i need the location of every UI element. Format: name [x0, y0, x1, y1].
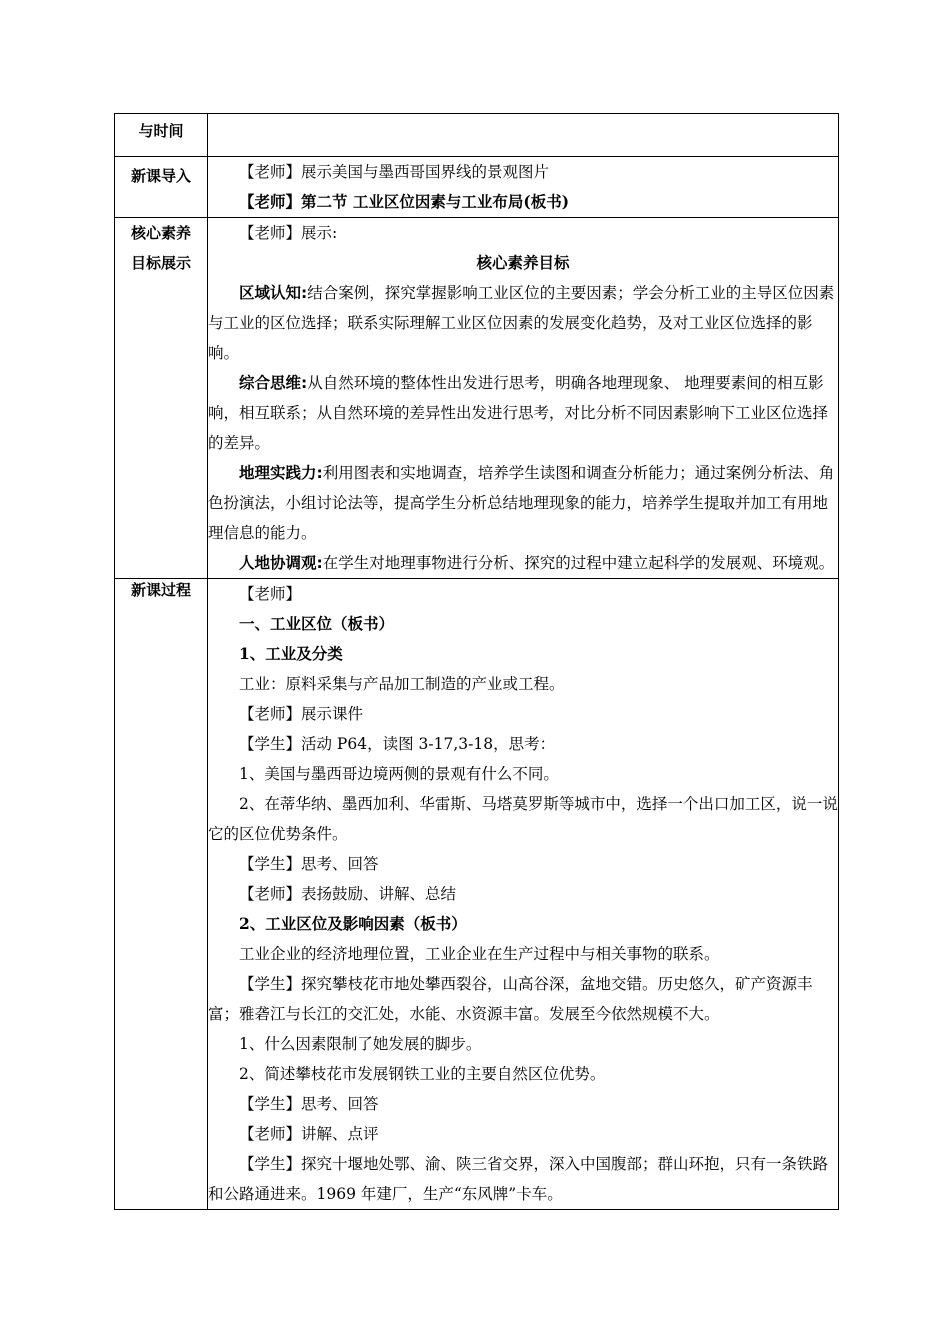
core-show: 【老师】展示: — [239, 224, 338, 242]
core-item — [208, 278, 838, 368]
intro-line-1: 【老师】展示美国与墨西哥国界线的景观图片 — [239, 163, 550, 181]
process-line: 1、美国与墨西哥边境两侧的景观有什么不同。 — [239, 765, 559, 783]
intro-content — [208, 157, 839, 218]
process-line: 【老师】 — [239, 585, 302, 603]
process-heading: 2、工业区位及影响因素（板书） — [239, 914, 467, 933]
core-item-key: 地理实践力: — [239, 464, 323, 482]
core-content — [208, 218, 839, 579]
intro-label: 新课导入 — [115, 157, 208, 218]
core-item-key: 综合思维: — [239, 374, 308, 392]
core-label-line-1: 核心素养 — [130, 224, 191, 242]
row-intro — [115, 157, 839, 218]
core-title: 核心素养目标 — [476, 254, 570, 272]
time-label: 与时间 — [115, 114, 208, 157]
time-content — [208, 114, 839, 157]
intro-line-2: 【老师】第二节 工业区位因素与工业布局(板书) — [239, 192, 570, 211]
row-time — [115, 114, 839, 157]
process-line: 【老师】讲解、点评 — [239, 1125, 379, 1143]
process-line: 2、简述攀枝花市发展钢铁工业的主要自然区位优势。 — [239, 1065, 606, 1083]
process-heading: 一、工业区位（板书） — [239, 614, 395, 633]
process-line: 2、在蒂华纳、墨西加利、华雷斯、马塔莫罗斯等城市中，选择一个出口加工区，说一说它的区位优势条件。 — [208, 795, 838, 843]
core-item-key: 人地协调观: — [239, 554, 323, 572]
core-item-key: 区域认知: — [239, 284, 308, 302]
process-line: 【学生】思考、回答 — [239, 855, 379, 873]
process-line: 1、什么因素限制了她发展的脚步。 — [239, 1035, 482, 1053]
process-line: 【老师】展示课件 — [239, 705, 364, 723]
core-label-line-2: 目标展示 — [130, 254, 191, 272]
core-label — [115, 218, 208, 579]
core-item — [208, 458, 838, 548]
process-line: 【学生】活动 P64，读图 3-17,3-18，思考： — [239, 735, 556, 753]
process-heading: 1、工业及分类 — [239, 644, 343, 663]
row-core — [115, 218, 839, 579]
process-content — [208, 579, 839, 1210]
core-item-text: 从自然环境的整体性出发进行思考，明确各地理现象、 地理要素间的相互影响，相互联系；从自然环境的差异性出发进行思考，对比分析不同因素影响下工业区位选择的差异。 — [208, 374, 829, 452]
core-item-text: 结合案例，探究掌握影响工业区位的主要因素；学会分析工业的主导区位因素与工业的区位选择；联系实际理解工业区位因素的发展变化趋势，及对工业区位选择的影响。 — [208, 284, 835, 362]
core-item-text: 在学生对地理事物进行分析、探究的过程中建立起科学的发展观、环境观。 — [322, 554, 835, 572]
process-line: 【学生】探究十堰地处鄂、渝、陕三省交界，深入中国腹部；群山环抱，只有一条铁路和公路通进来。1969 年建厂，生产“东风牌”卡车。 — [208, 1155, 829, 1203]
core-item — [208, 368, 838, 458]
row-process — [115, 579, 839, 1210]
process-line: 工业企业的经济地理位置，工业企业在生产过程中与相关事物的联系。 — [239, 945, 720, 963]
process-label: 新课过程 — [115, 579, 208, 1210]
lesson-plan-table — [114, 113, 839, 1210]
process-definition: 工业：原料采集与产品加工制造的产业或工程。 — [239, 675, 565, 693]
process-line: 【学生】探究攀枝花市地处攀西裂谷，山高谷深，盆地交错。历史悠久，矿产资源丰富；雅砻江与长江的交汇处，水能、水资源丰富。发展至今依然规模不大。 — [208, 975, 813, 1023]
core-item — [208, 548, 838, 578]
core-item-text: 利用图表和实地调查，培养学生读图和调查分析能力；通过案例分析法、角色扮演法，小组讨论法等，提高学生分析总结地理现象的能力，培养学生提取并加工有用地理信息的能力。 — [208, 464, 835, 542]
process-line: 【学生】思考、回答 — [239, 1095, 379, 1113]
process-line: 【老师】表扬鼓励、讲解、总结 — [239, 885, 457, 903]
